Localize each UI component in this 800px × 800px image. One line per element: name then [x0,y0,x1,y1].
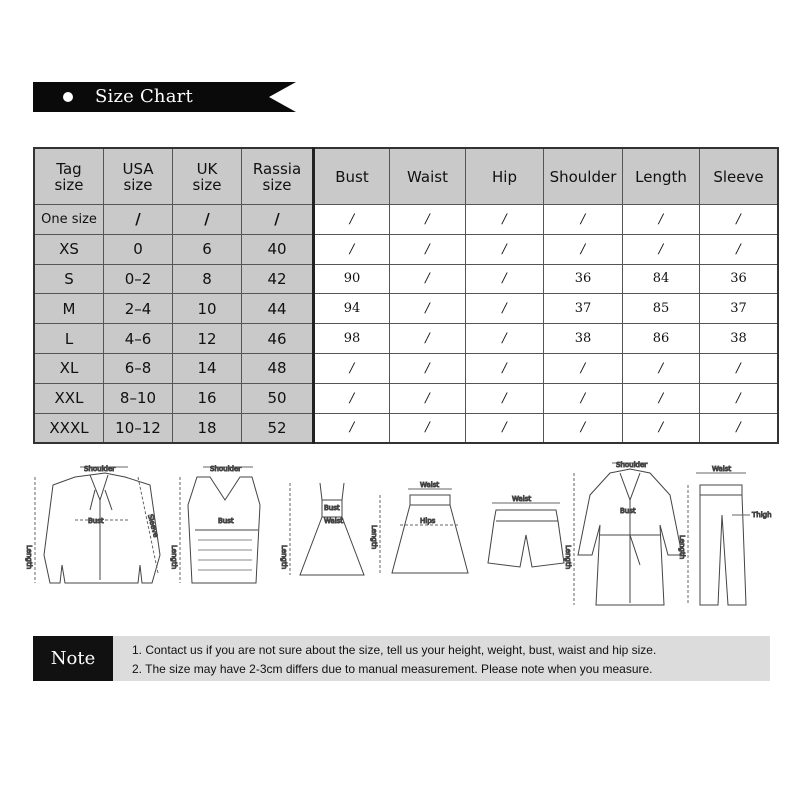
waist-label-3: Waist [324,517,344,525]
skirt-illustration [370,481,468,573]
header-measure-5: Sleeve [700,148,779,205]
waist-label-7: Waist [712,465,732,473]
cell-waist: / [390,383,466,413]
cell-sleeve: / [700,353,779,383]
cell-waist: / [390,264,466,294]
header-left-line2: size [192,175,222,194]
cell-ru: 44 [242,294,314,324]
cell-sleeve: / [700,383,779,413]
size-chart-banner [33,82,296,112]
cell-tag: XS [34,234,104,264]
cell-length: / [623,383,700,413]
cell-sleeve: 38 [700,324,779,354]
hips-label: Hips [420,517,436,525]
length-label-4: Length [370,525,378,550]
cell-usa: 2–4 [104,294,173,324]
cell-bust: / [314,353,390,383]
cell-shoulder: 38 [544,324,623,354]
cell-shoulder: / [544,353,623,383]
header-left-line1: UK [196,159,218,178]
bust-label-2: Bust [218,517,234,525]
cell-ru: / [242,205,314,235]
blouse-illustration [25,465,160,583]
header-left-line2: size [54,175,84,194]
table-row [34,205,778,235]
waist-label-5: Waist [512,495,532,503]
length-label-6: Length [564,545,572,570]
header-measure-1: Waist [390,148,466,205]
cell-hip: / [466,264,544,294]
shorts-illustration [488,495,564,567]
header-left-3 [242,148,314,205]
cell-shoulder: / [544,413,623,443]
cell-length: 84 [623,264,700,294]
cell-usa: 0–2 [104,264,173,294]
header-measure-4: Length [623,148,700,205]
cell-usa: 10–12 [104,413,173,443]
cell-shoulder: 37 [544,294,623,324]
note-line-2: 2. The size may have 2-3cm differs due to manual measurement. Please note when you measure. [132,662,653,676]
bullet-icon [63,92,73,102]
cell-tag: S [34,264,104,294]
cell-hip: / [466,383,544,413]
header-left-line1: USA [122,159,154,178]
cell-uk: 12 [173,324,242,354]
shoulder-label-6: Shoulder [616,461,648,469]
header-left-line2: size [262,175,292,194]
length-label-7: Length [678,535,686,560]
cell-ru: 50 [242,383,314,413]
cell-sleeve: / [700,413,779,443]
length-label-3: Length [280,545,288,570]
cell-bust: 98 [314,324,390,354]
cell-uk: 14 [173,353,242,383]
note-lines [132,641,656,679]
header-measure-3: Shoulder [544,148,623,205]
table-row [34,324,778,354]
cell-uk: 16 [173,383,242,413]
header-row [34,148,778,205]
cell-length: / [623,205,700,235]
cell-uk: 8 [173,264,242,294]
length-label-2: Length [170,545,178,570]
cell-shoulder: / [544,234,623,264]
cell-waist: / [390,324,466,354]
cell-length: / [623,234,700,264]
thigh-label: Thigh [752,511,772,519]
cell-waist: / [390,234,466,264]
cell-shoulder: / [544,205,623,235]
cell-usa: 0 [104,234,173,264]
coat-illustration [564,461,682,605]
cell-waist: / [390,353,466,383]
header-left-2 [173,148,242,205]
cell-bust: / [314,383,390,413]
cell-waist: / [390,413,466,443]
cell-uk: / [173,205,242,235]
cell-hip: / [466,234,544,264]
bust-label-6: Bust [620,507,636,515]
cell-ru: 40 [242,234,314,264]
cell-tag: XL [34,353,104,383]
cell-ru: 42 [242,264,314,294]
cell-waist: / [390,205,466,235]
cell-usa: / [104,205,173,235]
tank-top-illustration [170,465,260,583]
cell-sleeve: / [700,205,779,235]
cell-bust: / [314,205,390,235]
trousers-illustration [678,465,772,605]
waist-label-4: Waist [420,481,440,489]
length-label: Length [25,545,33,570]
cell-sleeve: 37 [700,294,779,324]
cell-usa: 6–8 [104,353,173,383]
cell-uk: 10 [173,294,242,324]
cell-hip: / [466,413,544,443]
cell-bust: / [314,234,390,264]
header-left-line1: Rassia [252,159,302,178]
note-box [33,636,770,681]
cell-shoulder: 36 [544,264,623,294]
cell-ru: 52 [242,413,314,443]
cell-hip: / [466,324,544,354]
cell-tag: L [34,324,104,354]
page-title: Size Chart [95,86,193,107]
table-row [34,413,778,443]
header-left-1 [104,148,173,205]
cell-hip: / [466,353,544,383]
header-measure-2: Hip [466,148,544,205]
header-left-line2: size [123,175,153,194]
header-left-line1: Tag [56,159,82,178]
cell-ru: 48 [242,353,314,383]
cell-sleeve: 36 [700,264,779,294]
size-table [33,147,779,444]
cell-length: / [623,353,700,383]
cell-uk: 6 [173,234,242,264]
cell-bust: / [314,413,390,443]
cell-length: / [623,413,700,443]
bust-label-3: Bust [324,504,340,512]
sleeve-label: Sleeve [146,513,160,539]
header-left-0 [34,148,104,205]
cell-tag: XXL [34,383,104,413]
table-row [34,383,778,413]
cell-length: 85 [623,294,700,324]
cell-hip: / [466,294,544,324]
cell-waist: / [390,294,466,324]
table-row [34,264,778,294]
bust-label: Bust [88,517,104,525]
table-row [34,353,778,383]
shoulder-label-2: Shoulder [210,465,242,473]
cell-bust: 90 [314,264,390,294]
note-label: Note [33,636,113,681]
header-measure-0: Bust [314,148,390,205]
cell-bust: 94 [314,294,390,324]
slip-dress-illustration [280,483,364,575]
table-row [34,294,778,324]
cell-usa: 4–6 [104,324,173,354]
cell-uk: 18 [173,413,242,443]
cell-hip: / [466,205,544,235]
shoulder-label: Shoulder [84,465,116,473]
cell-tag: M [34,294,104,324]
cell-sleeve: / [700,234,779,264]
cell-usa: 8–10 [104,383,173,413]
cell-length: 86 [623,324,700,354]
table-row [34,234,778,264]
note-line-1: 1. Contact us if you are not sure about the size, tell us your height, weight, bust, waist and hip size. [132,643,657,657]
cell-ru: 46 [242,324,314,354]
cell-tag: One size [34,205,104,235]
cell-shoulder: / [544,383,623,413]
cell-tag: XXXL [34,413,104,443]
garment-illustrations [20,455,780,615]
